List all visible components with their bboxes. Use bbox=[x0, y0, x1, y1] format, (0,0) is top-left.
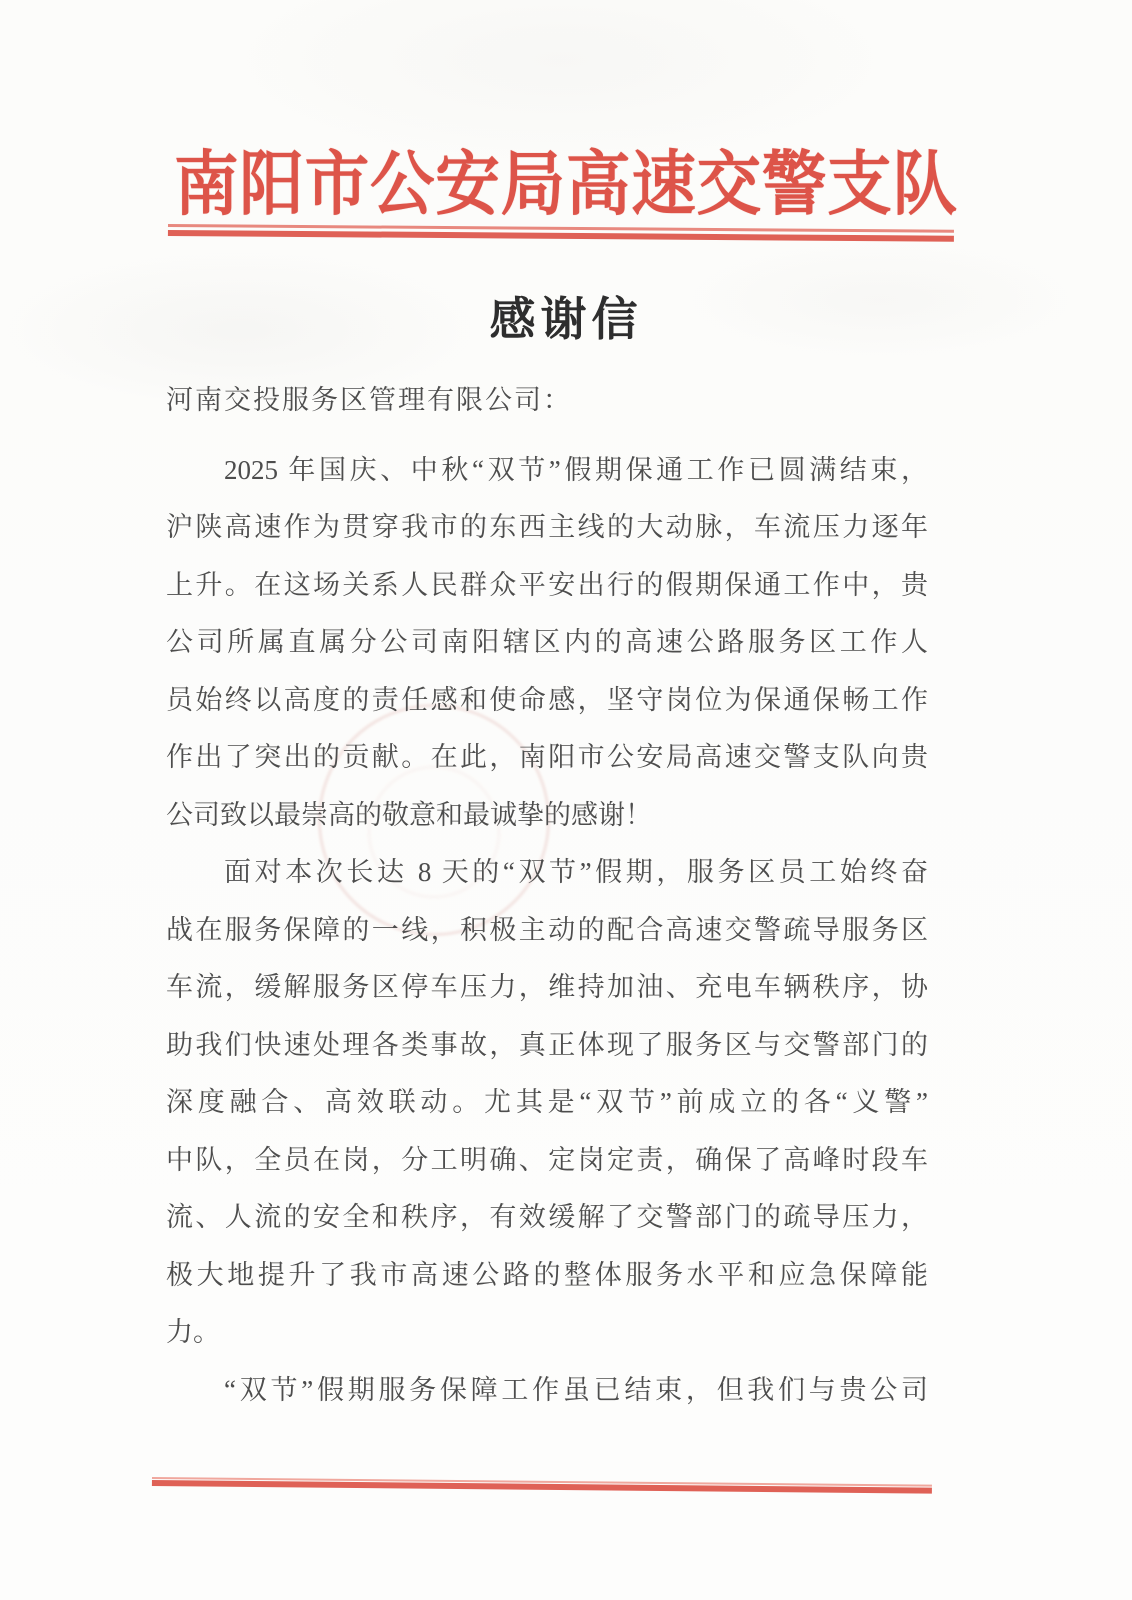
body-line: 上升。在这场关系人民群众平安出行的假期保通工作中，贵 bbox=[166, 569, 928, 600]
letterhead-title: 南阳市公安局高速交警支队 bbox=[174, 147, 958, 224]
body-line: 公司致以最崇高的敬意和最诚挚的感谢！ bbox=[166, 799, 652, 830]
body-line: 员始终以高度的责任感和使命感，坚守岗位为保通保畅工作 bbox=[166, 684, 928, 715]
body-line: 深度融合、高效联动。尤其是“双节”前成立的各“义警” bbox=[166, 1087, 928, 1117]
body-line: 沪陕高速作为贯穿我市的东西主线的大动脉，车流压力逐年 bbox=[166, 512, 928, 542]
body-line: 流、人流的安全和秩序，有效缓解了交警部门的疏导压力， bbox=[166, 1202, 928, 1232]
body-line: 力。 bbox=[166, 1317, 220, 1347]
body-line: 公司所属直属分公司南阳辖区内的高速公路服务区工作人 bbox=[166, 627, 928, 657]
body-line: 作出了突出的贡献。在此，南阳市公安局高速交警支队向贵 bbox=[166, 742, 928, 772]
body-line: 助我们快速处理各类事故，真正体现了服务区与交警部门的 bbox=[166, 1029, 928, 1060]
body-line: 战在服务保障的一线，积极主动的配合高速交警疏导服务区 bbox=[166, 914, 928, 945]
footer-double-rule bbox=[152, 1477, 932, 1494]
body-line: 面对本次长达 8 天的“双节”假期，服务区员工始终奋 bbox=[224, 857, 928, 887]
body-line: 极大地提升了我市高速公路的整体服务水平和应急保障能 bbox=[166, 1259, 928, 1290]
body-line: 车流，缓解服务区停车压力，维持加油、充电车辆秩序，协 bbox=[166, 972, 928, 1002]
letter-title: 感谢信 bbox=[489, 294, 643, 345]
letter-body bbox=[166, 372, 928, 1419]
body-line: 中队，全员在岗，分工明确、定岗定责，确保了高峰时段车 bbox=[166, 1144, 928, 1175]
recipient-line: 河南交投服务区管理有限公司： bbox=[166, 385, 572, 415]
body-line: “双节”假期服务保障工作虽已结束，但我们与贵公司 bbox=[224, 1374, 928, 1405]
body-line: 2025 年国庆、中秋“双节”假期保通工作已圆满结束， bbox=[224, 454, 928, 485]
